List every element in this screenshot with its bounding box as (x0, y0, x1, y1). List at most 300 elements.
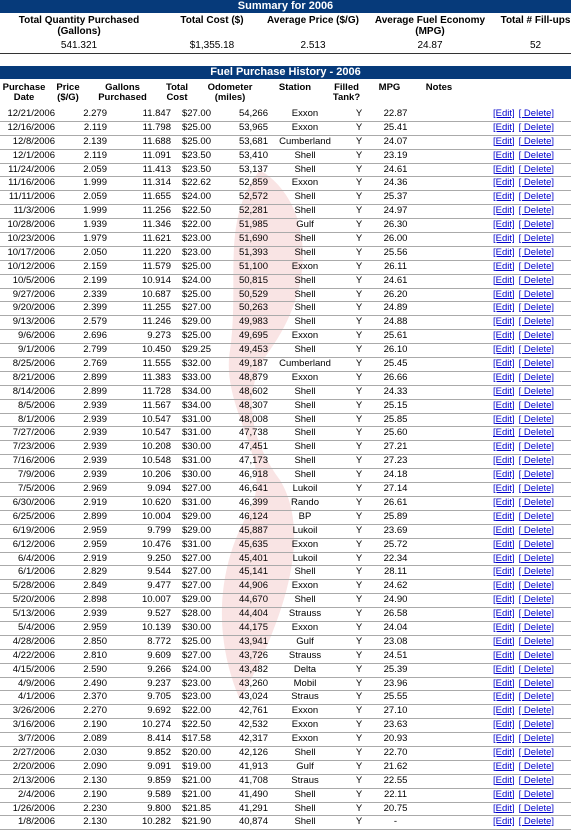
cell-station: Exxon (291, 371, 319, 383)
cell-mpg: 24.51 (383, 649, 408, 661)
table-row (0, 302, 571, 316)
delete-link[interactable]: [ Delete] (518, 427, 555, 439)
cell-odometer: 53,137 (238, 163, 268, 175)
cell-date: 4/22/2006 (12, 649, 55, 661)
cell-filled: Y (355, 496, 363, 508)
delete-link[interactable]: [ Delete] (518, 816, 555, 828)
cell-notes (415, 122, 493, 135)
cell-date: 10/17/2006 (7, 246, 55, 258)
cell-gallons: 9.544 (147, 566, 171, 578)
cell-price: 2.190 (83, 719, 107, 731)
edit-link[interactable]: [Edit] (493, 219, 515, 231)
delete-link[interactable]: [ Delete] (518, 705, 555, 717)
cell-mpg: 25.37 (383, 191, 408, 203)
cell-filled: Y (355, 677, 363, 689)
table-row (0, 553, 571, 567)
cell-notes (415, 650, 493, 663)
cell-mpg: - (393, 816, 398, 828)
cell-price: 2.939 (83, 455, 107, 467)
cell-actions (493, 580, 571, 593)
cell-cost: $22.50 (181, 719, 211, 731)
cell-notes (415, 275, 493, 288)
cell-notes (415, 789, 493, 802)
edit-link[interactable]: [Edit] (493, 663, 515, 675)
summary-header-row (0, 13, 571, 37)
edit-link[interactable]: [Edit] (493, 358, 515, 370)
delete-link[interactable]: [ Delete] (518, 163, 555, 175)
edit-link[interactable]: [Edit] (493, 191, 515, 203)
edit-link[interactable]: [Edit] (493, 802, 515, 814)
cell-cost: $23.00 (181, 677, 211, 689)
table-row (0, 400, 571, 414)
cell-actions (493, 469, 571, 482)
edit-link[interactable]: [Edit] (493, 121, 515, 133)
cell-notes (415, 150, 493, 163)
delete-link[interactable]: [ Delete] (518, 677, 555, 689)
cell-station: Shell (294, 566, 316, 578)
cell-notes (415, 691, 493, 704)
cell-notes (415, 719, 493, 732)
cell-gallons: 10.206 (141, 469, 171, 481)
cell-mpg: 20.75 (383, 802, 408, 814)
cell-mpg: 26.11 (383, 260, 408, 272)
table-row (0, 233, 571, 247)
cell-odometer: 49,695 (238, 330, 268, 342)
cell-gallons: 10.476 (141, 538, 171, 550)
edit-link[interactable]: [Edit] (493, 316, 515, 328)
cell-mpg: 25.60 (383, 427, 408, 439)
delete-link[interactable]: [ Delete] (518, 580, 555, 592)
cell-station: Shell (294, 246, 316, 258)
history-rows (0, 108, 571, 830)
cell-filled: Y (355, 191, 363, 203)
cell-gallons: 9.859 (147, 774, 171, 786)
cell-actions (493, 511, 571, 524)
edit-link[interactable]: [Edit] (493, 621, 515, 633)
cell-notes (415, 386, 493, 399)
cell-mpg: 22.55 (383, 774, 408, 786)
table-row (0, 108, 571, 122)
cell-actions (493, 664, 571, 677)
edit-link[interactable]: [Edit] (493, 774, 515, 786)
cell-actions (493, 553, 571, 566)
edit-link[interactable]: [Edit] (493, 594, 515, 606)
cell-odometer: 50,815 (238, 274, 268, 286)
cell-station: Shell (294, 385, 316, 397)
table-row (0, 289, 571, 303)
cell-notes (415, 372, 493, 385)
cell-filled: Y (355, 524, 363, 536)
delete-link[interactable]: [ Delete] (518, 802, 555, 814)
cell-mpg: 26.20 (383, 288, 408, 300)
cell-mpg: 25.41 (383, 121, 408, 133)
delete-link[interactable]: [ Delete] (518, 774, 555, 786)
table-row (0, 816, 571, 830)
cell-mpg: 23.08 (383, 635, 408, 647)
cell-odometer: 46,399 (238, 496, 268, 508)
cell-filled: Y (355, 510, 363, 522)
table-row (0, 469, 571, 483)
cell-actions (493, 733, 571, 746)
cell-odometer: 54,266 (238, 108, 268, 119)
delete-link[interactable]: [ Delete] (518, 552, 555, 564)
cell-actions (493, 205, 571, 218)
delete-link[interactable]: [ Delete] (518, 649, 555, 661)
table-row (0, 455, 571, 469)
delete-link[interactable]: [ Delete] (518, 274, 555, 286)
cell-date: 1/8/2006 (18, 816, 55, 828)
edit-link[interactable]: [Edit] (493, 399, 515, 411)
delete-link[interactable]: [ Delete] (518, 441, 555, 453)
edit-link[interactable]: [Edit] (493, 510, 515, 522)
cell-cost: $30.00 (181, 441, 211, 453)
delete-link[interactable]: [ Delete] (518, 469, 555, 481)
cell-price: 2.919 (83, 496, 107, 508)
cell-price: 2.919 (83, 552, 107, 564)
cell-station: Shell (294, 469, 316, 481)
table-row (0, 761, 571, 775)
cell-gallons: 10.914 (141, 274, 171, 286)
edit-link[interactable]: [Edit] (493, 288, 515, 300)
delete-link[interactable]: [ Delete] (518, 135, 555, 147)
summary-value-fillups: 52 (529, 40, 542, 51)
cell-cost: $31.00 (181, 538, 211, 550)
cell-cost: $23.50 (181, 163, 211, 175)
delete-link[interactable]: [ Delete] (518, 608, 555, 620)
edit-link[interactable]: [Edit] (493, 274, 515, 286)
cell-filled: Y (355, 788, 363, 800)
delete-link[interactable]: [ Delete] (518, 149, 555, 161)
delete-link[interactable]: [ Delete] (518, 788, 555, 800)
edit-link[interactable]: [Edit] (493, 580, 515, 592)
cell-actions (493, 747, 571, 760)
cell-odometer: 45,401 (238, 552, 268, 564)
cell-actions (493, 427, 571, 440)
cell-odometer: 44,175 (238, 621, 268, 633)
delete-link[interactable]: [ Delete] (518, 108, 555, 119)
cell-gallons: 9.705 (147, 691, 171, 703)
cell-notes (415, 483, 493, 496)
cell-filled: Y (355, 469, 363, 481)
cell-date: 5/13/2006 (12, 608, 55, 620)
table-row (0, 330, 571, 344)
cell-price: 2.969 (83, 483, 107, 495)
cell-cost: $25.00 (181, 135, 211, 147)
cell-odometer: 42,126 (238, 746, 268, 758)
edit-link[interactable]: [Edit] (493, 496, 515, 508)
cell-notes (415, 358, 493, 371)
cell-date: 8/25/2006 (12, 358, 55, 370)
table-row (0, 636, 571, 650)
edit-link[interactable]: [Edit] (493, 649, 515, 661)
cell-actions (493, 330, 571, 343)
cell-actions (493, 136, 571, 149)
cell-station: Shell (294, 149, 316, 161)
edit-link[interactable]: [Edit] (493, 233, 515, 245)
edit-link[interactable]: [Edit] (493, 149, 515, 161)
cell-actions (493, 219, 571, 232)
cell-station: Shell (294, 302, 316, 314)
cell-gallons: 9.589 (147, 788, 171, 800)
edit-link[interactable]: [Edit] (493, 441, 515, 453)
delete-link[interactable]: [ Delete] (518, 566, 555, 578)
edit-link[interactable]: [Edit] (493, 733, 515, 745)
cell-filled: Y (355, 399, 363, 411)
delete-link[interactable]: [ Delete] (518, 358, 555, 370)
table-row (0, 594, 571, 608)
cell-odometer: 46,641 (238, 483, 268, 495)
delete-link[interactable]: [ Delete] (518, 260, 555, 272)
cell-actions (493, 636, 571, 649)
cell-price: 1.999 (83, 205, 107, 217)
delete-link[interactable]: [ Delete] (518, 760, 555, 772)
edit-link[interactable]: [Edit] (493, 455, 515, 467)
edit-link[interactable]: [Edit] (493, 413, 515, 425)
cell-filled: Y (355, 427, 363, 439)
cell-notes (415, 302, 493, 315)
cell-station: Shell (294, 205, 316, 217)
cell-date: 6/30/2006 (12, 496, 55, 508)
table-row (0, 691, 571, 705)
cell-actions (493, 191, 571, 204)
cell-notes (415, 427, 493, 440)
table-row (0, 650, 571, 664)
edit-link[interactable]: [Edit] (493, 760, 515, 772)
cell-station: Lukoil (292, 524, 318, 536)
cell-notes (415, 775, 493, 788)
cell-date: 2/20/2006 (12, 760, 55, 772)
summary-value-cost: $1,355.18 (189, 40, 235, 51)
cell-mpg: 24.07 (383, 135, 408, 147)
history-header-row (0, 79, 571, 108)
cell-odometer: 42,761 (238, 705, 268, 717)
edit-link[interactable]: [Edit] (493, 524, 515, 536)
table-row (0, 622, 571, 636)
delete-link[interactable]: [ Delete] (518, 399, 555, 411)
cell-date: 7/9/2006 (18, 469, 55, 481)
table-row (0, 414, 571, 428)
edit-link[interactable]: [Edit] (493, 552, 515, 564)
summary-value-price: 2.513 (300, 40, 326, 51)
delete-link[interactable]: [ Delete] (518, 205, 555, 217)
cell-date: 7/27/2006 (12, 427, 55, 439)
table-row (0, 205, 571, 219)
edit-link[interactable]: [Edit] (493, 330, 515, 342)
cell-date: 5/28/2006 (12, 580, 55, 592)
cell-price: 2.769 (83, 358, 107, 370)
cell-cost: $30.00 (181, 469, 211, 481)
edit-link[interactable]: [Edit] (493, 108, 515, 119)
delete-link[interactable]: [ Delete] (518, 385, 555, 397)
cell-mpg: 22.34 (383, 552, 408, 564)
edit-link[interactable]: [Edit] (493, 746, 515, 758)
cell-price: 2.139 (83, 135, 107, 147)
delete-link[interactable]: [ Delete] (518, 455, 555, 467)
cell-gallons: 8.772 (147, 635, 171, 647)
edit-link[interactable]: [Edit] (493, 816, 515, 828)
cell-date: 8/21/2006 (12, 371, 55, 383)
cell-odometer: 52,281 (238, 205, 268, 217)
cell-cost: $21.00 (181, 774, 211, 786)
edit-link[interactable]: [Edit] (493, 205, 515, 217)
cell-date: 10/5/2006 (12, 274, 55, 286)
cell-cost: $29.00 (181, 524, 211, 536)
cell-gallons: 11.246 (142, 316, 171, 328)
edit-link[interactable]: [Edit] (493, 260, 515, 272)
cell-odometer: 47,738 (238, 427, 268, 439)
cell-cost: $27.00 (181, 552, 211, 564)
cell-gallons: 11.567 (142, 399, 171, 411)
edit-link[interactable]: [Edit] (493, 469, 515, 481)
edit-link[interactable]: [Edit] (493, 385, 515, 397)
cell-cost: $25.00 (181, 330, 211, 342)
edit-link[interactable]: [Edit] (493, 163, 515, 175)
cell-price: 2.119 (83, 121, 107, 133)
edit-link[interactable]: [Edit] (493, 677, 515, 689)
cell-notes (415, 400, 493, 413)
cell-actions (493, 719, 571, 732)
cell-station: Exxon (291, 260, 319, 272)
cell-station: Shell (294, 746, 316, 758)
table-row (0, 539, 571, 553)
table-row (0, 678, 571, 692)
edit-link[interactable]: [Edit] (493, 719, 515, 731)
cell-price: 2.119 (83, 149, 107, 161)
cell-odometer: 47,173 (238, 455, 268, 467)
cell-gallons: 11.655 (142, 191, 171, 203)
cell-filled: Y (355, 371, 363, 383)
delete-link[interactable]: [ Delete] (518, 483, 555, 495)
cell-price: 1.939 (83, 219, 107, 231)
cell-filled: Y (355, 246, 363, 258)
cell-price: 2.399 (83, 302, 107, 314)
cell-station: Exxon (291, 538, 319, 550)
cell-date: 12/16/2006 (7, 121, 55, 133)
table-row (0, 261, 571, 275)
cell-date: 10/23/2006 (7, 233, 55, 245)
cell-station: Shell (294, 594, 316, 606)
cell-gallons: 10.007 (141, 594, 171, 606)
cell-gallons: 10.208 (141, 441, 171, 453)
cell-cost: $27.00 (181, 649, 211, 661)
delete-link[interactable]: [ Delete] (518, 413, 555, 425)
edit-link[interactable]: [Edit] (493, 135, 515, 147)
cell-notes (415, 344, 493, 357)
cell-date: 4/9/2006 (18, 677, 55, 689)
table-row (0, 775, 571, 789)
delete-link[interactable]: [ Delete] (518, 177, 555, 189)
cell-filled: Y (355, 649, 363, 661)
delete-link[interactable]: [ Delete] (518, 371, 555, 383)
cell-price: 2.899 (83, 510, 107, 522)
cell-actions (493, 455, 571, 468)
cell-filled: Y (355, 219, 363, 231)
cell-notes (415, 191, 493, 204)
delete-link[interactable]: [ Delete] (518, 288, 555, 300)
delete-link[interactable]: [ Delete] (518, 316, 555, 328)
edit-link[interactable]: [Edit] (493, 246, 515, 258)
cell-station: Shell (294, 455, 316, 467)
delete-link[interactable]: [ Delete] (518, 344, 555, 356)
cell-gallons: 11.255 (142, 302, 171, 314)
edit-link[interactable]: [Edit] (493, 691, 515, 703)
cell-notes (415, 469, 493, 482)
cell-filled: Y (355, 233, 363, 245)
delete-link[interactable]: [ Delete] (518, 510, 555, 522)
delete-link[interactable]: [ Delete] (518, 733, 555, 745)
cell-cost: $21.00 (181, 788, 211, 800)
cell-cost: $25.00 (181, 288, 211, 300)
cell-gallons: 11.579 (142, 260, 171, 272)
edit-link[interactable]: [Edit] (493, 635, 515, 647)
cell-gallons: 9.250 (147, 552, 171, 564)
cell-actions (493, 302, 571, 315)
cell-filled: Y (355, 705, 363, 717)
delete-link[interactable]: [ Delete] (518, 330, 555, 342)
delete-link[interactable]: [ Delete] (518, 594, 555, 606)
cell-actions (493, 539, 571, 552)
delete-link[interactable]: [ Delete] (518, 663, 555, 675)
table-row (0, 247, 571, 261)
cell-mpg: 20.93 (383, 733, 408, 745)
delete-link[interactable]: [ Delete] (518, 538, 555, 550)
delete-link[interactable]: [ Delete] (518, 635, 555, 647)
cell-gallons: 9.800 (147, 802, 171, 814)
delete-link[interactable]: [ Delete] (518, 746, 555, 758)
edit-link[interactable]: [Edit] (493, 608, 515, 620)
cell-price: 2.799 (83, 344, 107, 356)
edit-link[interactable]: [Edit] (493, 427, 515, 439)
cell-station: Gulf (296, 760, 314, 772)
edit-link[interactable]: [Edit] (493, 177, 515, 189)
cell-mpg: 24.18 (383, 469, 408, 481)
delete-link[interactable]: [ Delete] (518, 219, 555, 231)
edit-link[interactable]: [Edit] (493, 302, 515, 314)
edit-link[interactable]: [Edit] (493, 344, 515, 356)
cell-station: Cumberland (279, 358, 331, 370)
cell-price: 2.230 (83, 802, 107, 814)
edit-link[interactable]: [Edit] (493, 538, 515, 550)
delete-link[interactable]: [ Delete] (518, 691, 555, 703)
cell-station: Cumberland (279, 135, 331, 147)
edit-link[interactable]: [Edit] (493, 483, 515, 495)
edit-link[interactable]: [Edit] (493, 705, 515, 717)
edit-link[interactable]: [Edit] (493, 566, 515, 578)
col-header-gallons: Gallons Purchased (98, 82, 147, 103)
cell-odometer: 41,291 (238, 802, 268, 814)
delete-link[interactable]: [ Delete] (518, 719, 555, 731)
delete-link[interactable]: [ Delete] (518, 496, 555, 508)
delete-link[interactable]: [ Delete] (518, 524, 555, 536)
edit-link[interactable]: [Edit] (493, 371, 515, 383)
cell-gallons: 10.547 (141, 427, 171, 439)
cell-gallons: 9.237 (147, 677, 171, 689)
delete-link[interactable]: [ Delete] (518, 302, 555, 314)
cell-cost: $27.00 (181, 566, 211, 578)
cell-gallons: 9.266 (147, 663, 171, 675)
cell-gallons: 9.692 (147, 705, 171, 717)
delete-link[interactable]: [ Delete] (518, 191, 555, 203)
cell-price: 2.939 (83, 441, 107, 453)
edit-link[interactable]: [Edit] (493, 788, 515, 800)
delete-link[interactable]: [ Delete] (518, 233, 555, 245)
delete-link[interactable]: [ Delete] (518, 621, 555, 633)
cell-filled: Y (355, 121, 363, 133)
cell-odometer: 44,404 (238, 608, 268, 620)
delete-link[interactable]: [ Delete] (518, 246, 555, 258)
delete-link[interactable]: [ Delete] (518, 121, 555, 133)
cell-cost: $25.00 (181, 635, 211, 647)
